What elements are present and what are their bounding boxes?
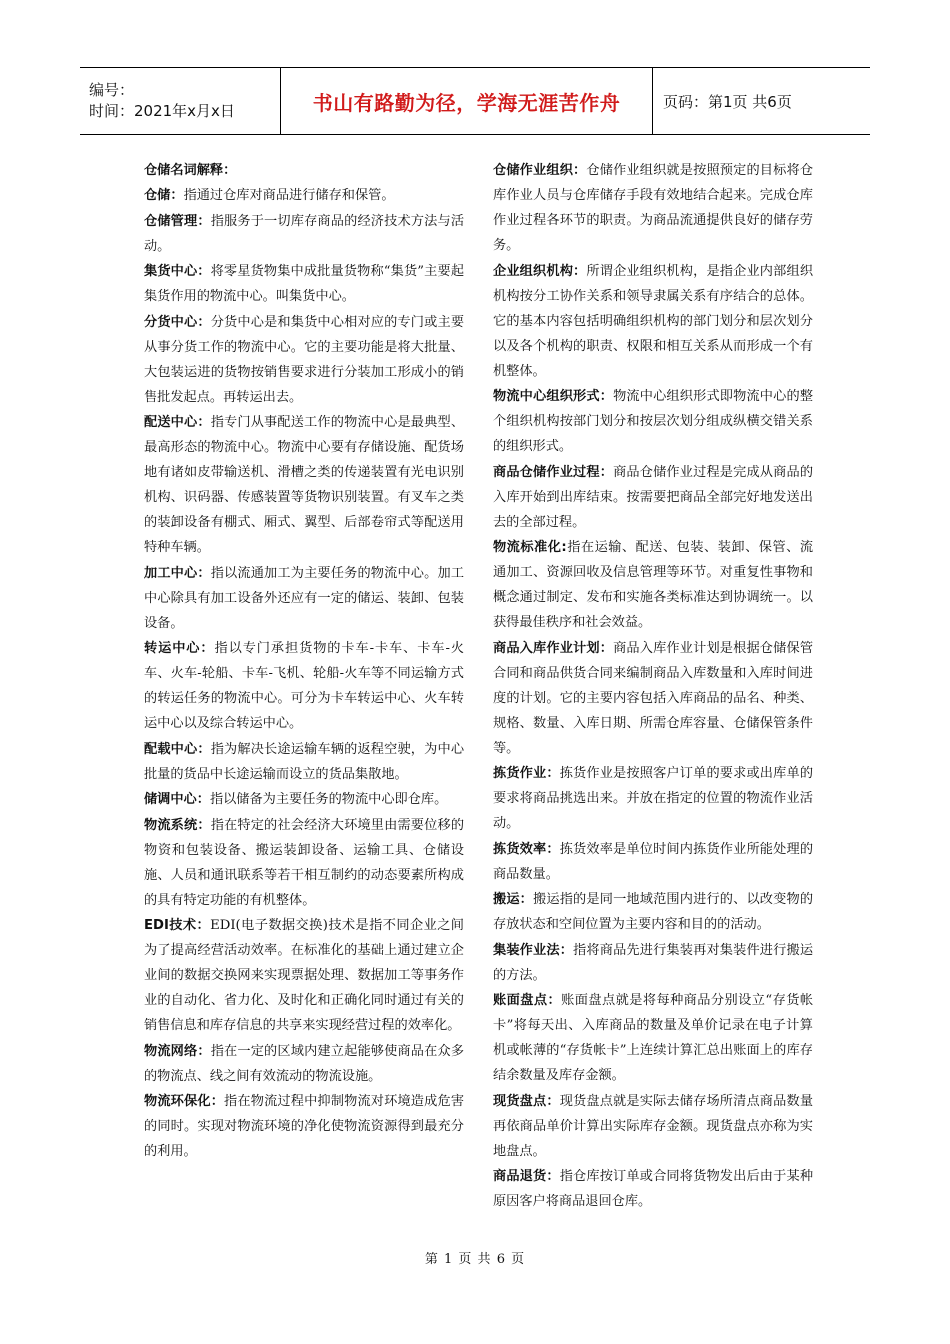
definition-entry bbox=[493, 837, 813, 887]
definition-text: 指以流通加工为主要任务的物流中心。加工中心除具有加工设备外还应有一定的储运、装卸、包装设备。 bbox=[144, 565, 465, 631]
definition-entry bbox=[144, 813, 464, 913]
left-column bbox=[144, 158, 464, 1165]
definition-entry bbox=[144, 561, 464, 636]
definition-entry bbox=[493, 1089, 813, 1164]
definition-text: 搬运指的是同一地域范围内进行的、以改变物的存放状态和空间位置为主要内容和目的的活动。 bbox=[493, 892, 814, 932]
definition-entry bbox=[144, 410, 464, 560]
right-entries bbox=[493, 158, 813, 1214]
definition-entry bbox=[493, 636, 813, 761]
definition-term: 集货中心： bbox=[144, 264, 211, 279]
definition-term: EDI技术： bbox=[144, 918, 211, 933]
definition-entry bbox=[493, 938, 813, 988]
definition-text: 指在运输、配送、包装、装卸、保管、流通加工、资源回收及信息管理等环节。对重复性事物和概念通过制定、发布和实施各类标准达到协调统一。以获得最佳秩序和社会效益。 bbox=[493, 540, 814, 630]
definition-text: 指以储备为主要任务的物流中心即仓库。 bbox=[209, 792, 448, 807]
definition-entry bbox=[144, 183, 464, 208]
definition-term: 转运中心： bbox=[144, 641, 215, 656]
definition-entry bbox=[144, 259, 464, 309]
definition-text: 指专门从事配送工作的物流中心是最典型、最高形态的物流中心。物流中心要有存储设施、配货场地有诸如皮带输送机、滑槽之类的传递装置有光电识别机构、识码器、传感装置等货物识别装置。有叉车之类的装卸设备有棚式、厢式、翼型、后部卷帘式等配送用特种车辆。 bbox=[144, 415, 465, 555]
definition-entry bbox=[493, 761, 813, 836]
definition-term: 配送中心： bbox=[144, 415, 211, 430]
definition-text: EDI(电子数据交换)技术是指不同企业之间为了提高经营活动效率。在标准化的基础上通过建立企业间的数据交换网来实现票据处理、数据加工等事务作业的自动化、省力化、及时化和正确化同时通过有关的销售信息和库存信息的共享来实现经营过程的效率化。 bbox=[144, 918, 464, 1033]
definition-term: 商品退货： bbox=[493, 1169, 560, 1184]
definition-text: 指通过仓库对商品进行储存和保管。 bbox=[183, 188, 395, 203]
header-page-code: 页码：第1页 共6页 bbox=[663, 92, 792, 111]
definition-term: 仓储作业组织： bbox=[493, 163, 587, 178]
definition-entry bbox=[493, 1164, 813, 1214]
definition-text: 商品仓储作业过程是完成从商品的入库开始到出库结束。按需要把商品全部完好地发送出去的全部过程。 bbox=[493, 464, 814, 530]
definition-entry bbox=[144, 209, 464, 259]
definition-term: 加工中心： bbox=[144, 565, 211, 581]
definition-text: 拣货效率是单位时间内拣货作业所能处理的商品数量。 bbox=[493, 841, 814, 882]
definition-term: 物流标准化: bbox=[493, 540, 567, 555]
header-motto: 书山有路勤为径，学海无涯苦作舟 bbox=[281, 68, 653, 134]
definition-text: 指在特定的社会经济大环境里由需要位移的物资和包装设备、搬运装卸设备、运输工具、仓储设施、人员和通讯联系等若干相互制约的动态要素所构成的具有特定功能的有机整体。 bbox=[144, 817, 465, 908]
left-entries bbox=[144, 183, 464, 1164]
definition-entry bbox=[493, 988, 813, 1088]
definition-entry bbox=[144, 310, 464, 410]
definition-text: 仓储作业组织就是按照预定的目标将仓库作业人员与仓库储存手段有效地结合起来。完成仓库作业过程各环节的职责。为商品流通提供良好的储存劳务。 bbox=[493, 163, 814, 253]
definition-text: 指为解决长途运输车辆的返程空驶，为中心批量的货品中长途运输而设立的货品集散地。 bbox=[144, 741, 465, 782]
definition-entry bbox=[493, 535, 813, 635]
definition-term: 物流中心组织形式： bbox=[493, 389, 614, 404]
definition-term: 商品入库作业计划： bbox=[493, 640, 614, 656]
definition-text: 指服务于一切库存商品的经济技术方法与活动。 bbox=[144, 213, 465, 254]
definition-term: 集装作业法： bbox=[493, 942, 574, 958]
definition-term: 商品仓储作业过程： bbox=[493, 464, 614, 480]
definition-text: 分货中心是和集货中心相对应的专门或主要从事分货工作的物流中心。它的主要功能是将大批量、大包装运进的货物按销售要求进行分装加工形成小的销售批发起点。再转运出去。 bbox=[144, 314, 465, 405]
definition-term: 现货盘点： bbox=[493, 1093, 560, 1109]
definition-entry bbox=[493, 259, 813, 384]
page-footer: 第 1 页 共 6 页 bbox=[424, 1252, 526, 1267]
definition-text: 指在一定的区域内建立起能够使商品在众多的物流点、线之间有效流动的物流设施。 bbox=[144, 1043, 465, 1084]
definition-entry bbox=[493, 384, 813, 459]
definition-text: 将零星货物集中成批量货物称“集货”主要起集货作用的物流中心。叫集货中心。 bbox=[144, 264, 465, 304]
definition-term: 储调中心： bbox=[144, 792, 210, 807]
definition-term: 仓储： bbox=[144, 188, 184, 203]
definition-text: 指以专门承担货物的卡车-卡车、卡车-火车、火车-轮船、卡车-飞机、轮船-火车等不同运输方式的转运任务的物流中心。可分为卡车转运中心、火车转运中心以及综合转运中心。 bbox=[144, 641, 464, 731]
header-meta bbox=[80, 68, 281, 134]
time-label: 时间：2021年x月x日 bbox=[89, 102, 235, 120]
definition-entry bbox=[493, 887, 813, 937]
section-title: 仓储名词解释： bbox=[144, 163, 237, 178]
definition-text: 指在物流过程中抑制物流对环境造成危害的同时。实现对物流环境的净化使物流资源得到最充分的利用。 bbox=[144, 1094, 465, 1159]
definition-term: 拣货作业： bbox=[493, 766, 560, 781]
definition-term: 物流环保化： bbox=[144, 1094, 225, 1109]
definition-term: 拣货效率： bbox=[493, 841, 560, 857]
definition-text: 指将商品先进行集装再对集装件进行搬运的方法。 bbox=[493, 942, 814, 983]
definition-entry bbox=[144, 737, 464, 787]
right-column bbox=[493, 158, 813, 1215]
definition-text: 所谓企业组织机构，是指企业内部组织机构按分工协作关系和领导隶属关系有序结合的总体。它的基本内容包括明确组织机构的部门划分和层次划分以及各个机构的职责、权限和相互关系从而形成一个有机整体。 bbox=[493, 263, 814, 379]
definition-term: 配载中心： bbox=[144, 741, 211, 757]
definition-entry bbox=[144, 913, 464, 1038]
definition-entry bbox=[493, 460, 813, 535]
definition-text: 商品入库作业计划是根据仓储保管合同和商品供货合同来编制商品入库数量和入库时间进度的计划。它的主要内容包括入库商品的品名、种类、规格、数量、入库日期、所需仓库容量、仓储保管条件等。 bbox=[493, 640, 814, 756]
definition-term: 账面盘点： bbox=[493, 993, 562, 1008]
definition-term: 物流系统： bbox=[144, 817, 211, 833]
definition-entry bbox=[144, 1089, 464, 1164]
definition-entry bbox=[144, 787, 464, 812]
definition-text: 账面盘点就是将每种商品分别设立“存货帐卡”将每天出、入库商品的数量及单价记录在电子计算机或帐薄的“存货帐卡”上连续计算汇总出账面上的库存结余数量及库存金额。 bbox=[493, 993, 814, 1083]
definition-text: 拣货作业是按照客户订单的要求或出库单的要求将商品挑选出来。并放在指定的位置的物流作业活动。 bbox=[493, 766, 814, 831]
definition-term: 物流网络： bbox=[144, 1043, 211, 1059]
definition-term: 分货中心： bbox=[144, 314, 211, 330]
definition-entry bbox=[144, 636, 464, 736]
definition-entry bbox=[493, 158, 813, 258]
definition-entry bbox=[144, 1039, 464, 1089]
definition-term: 企业组织机构： bbox=[493, 263, 587, 279]
definition-term: 搬运： bbox=[493, 892, 534, 907]
definition-term: 仓储管理： bbox=[144, 213, 211, 229]
definition-text: 现货盘点就是实际去储存场所清点商品数量再依商品单价计算出实际库存金额。现货盘点亦称为实地盘点。 bbox=[493, 1093, 814, 1159]
page-header bbox=[80, 67, 870, 135]
number-label: 编号： bbox=[89, 81, 135, 99]
definition-text: 物流中心组织形式即物流中心的整个组织机构按部门划分和按层次划分组成纵横交错关系的组织形式。 bbox=[493, 389, 814, 454]
definition-text: 指仓库按订单或合同将货物发出后由于某种原因客户将商品退回仓库。 bbox=[493, 1169, 814, 1209]
